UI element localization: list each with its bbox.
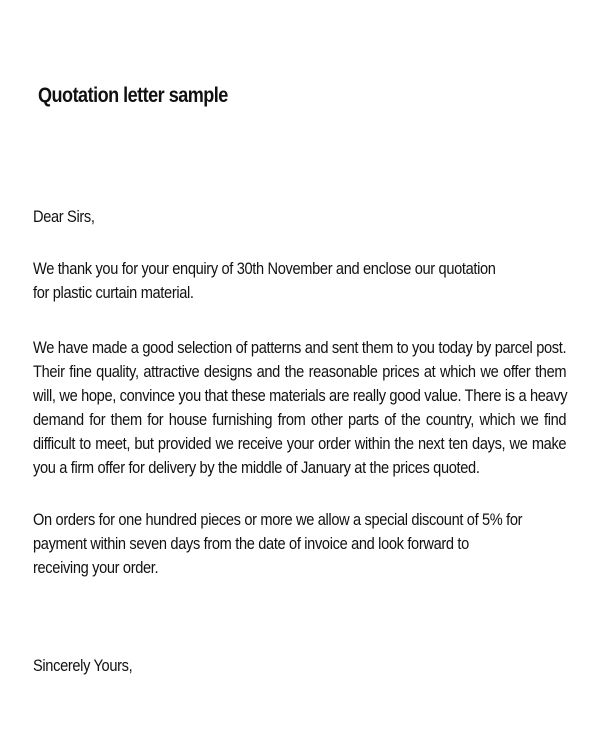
- paragraph-line: will, we hope, convince you that these materials are really good value. There is a heavy: [33, 386, 568, 405]
- document-title: Quotation letter sample: [38, 84, 228, 107]
- paragraph-line: We have made a good selection of patterns and sent them to you today by parcel post.: [33, 338, 567, 357]
- paragraph-line: We thank you for your enquiry of 30th November and enclose our quotation: [33, 259, 496, 278]
- closing: Sincerely Yours,: [33, 656, 133, 675]
- paragraph-line: On orders for one hundred pieces or more we allow a special discount of 5% for: [33, 510, 523, 529]
- paragraph-line: receiving your order.: [33, 558, 159, 577]
- paragraph-line: payment within seven days from the date of invoice and look forward to: [33, 534, 469, 553]
- paragraph-line: for plastic curtain material.: [33, 283, 194, 302]
- paragraph-line: difficult to meet, but provided we receive your order within the next ten days, we make: [33, 434, 567, 453]
- salutation: Dear Sirs,: [33, 207, 95, 226]
- paragraph-line: you a firm offer for delivery by the middle of January at the prices quoted.: [33, 458, 480, 477]
- paragraph-line: demand for them for house furnishing from other parts of the country, which we find: [33, 410, 567, 429]
- paragraph-line: Their fine quality, attractive designs and the reasonable prices at which we offer them: [33, 362, 567, 381]
